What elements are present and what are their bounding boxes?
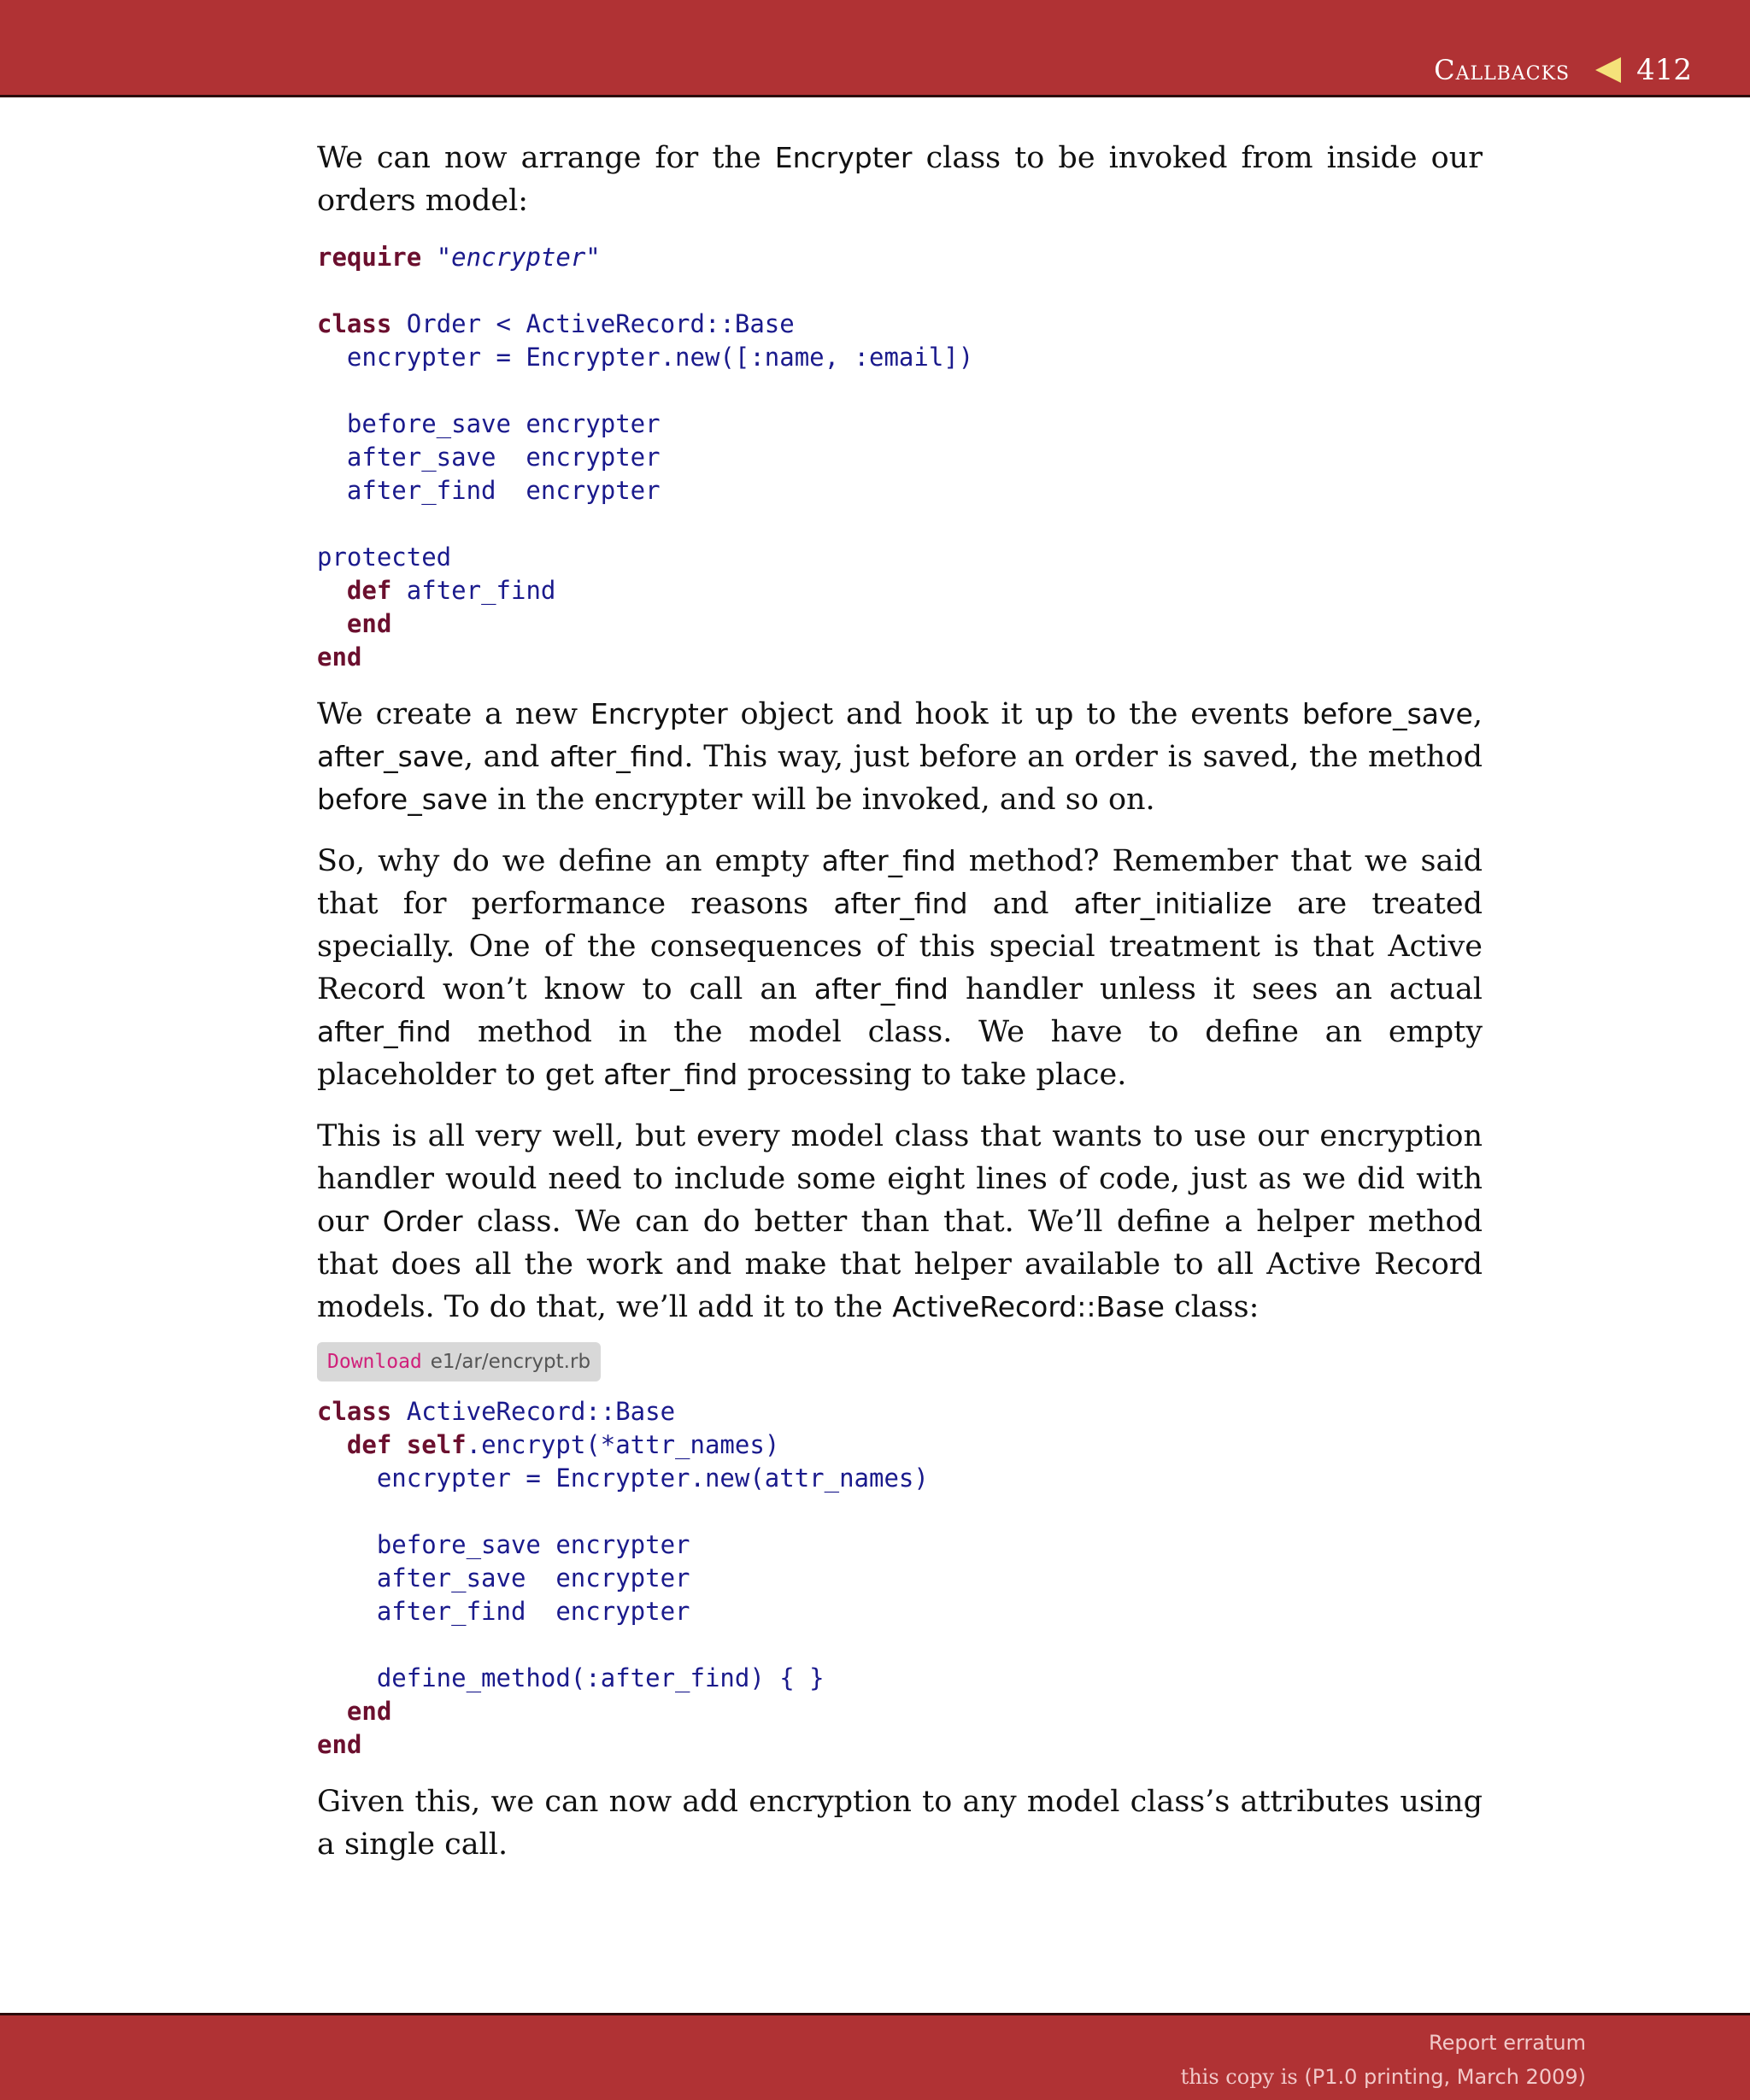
code-keyword: def xyxy=(346,576,392,605)
inline-code: Encrypter xyxy=(590,697,728,730)
download-link[interactable] xyxy=(317,1342,601,1381)
text: handler unless it sees an actual xyxy=(948,972,1483,1006)
paragraph-5 xyxy=(317,1780,1483,1866)
text: . This way, just before an order is saved, the method xyxy=(684,740,1483,774)
inline-code: Encrypter xyxy=(774,141,913,174)
inline-code: after_find xyxy=(833,887,968,920)
inline-code: after_find xyxy=(813,972,948,1006)
code-keyword: end xyxy=(346,1697,392,1726)
copy-info xyxy=(1181,2065,1586,2089)
code-keyword: self xyxy=(406,1430,467,1459)
paragraph-1 xyxy=(317,137,1483,222)
text: , xyxy=(1472,697,1483,731)
code-line: encrypter = Encrypter.new(attr_names) xyxy=(317,1464,929,1493)
left-triangle-icon[interactable] xyxy=(1595,57,1621,83)
header-bar xyxy=(0,0,1750,97)
code-string: "encrypter" xyxy=(436,243,601,272)
text: method? Remember that we said that for performance reasons xyxy=(317,844,1483,921)
code-line: protected xyxy=(317,543,452,572)
inline-code: after_find xyxy=(549,740,684,773)
text: So, why do we define an empty xyxy=(317,844,822,878)
inline-code: after_find xyxy=(603,1058,738,1091)
text: method in the model class. We have to define an empty placeholder to get xyxy=(317,1015,1483,1092)
section-title-link[interactable]: Callbacks xyxy=(1434,54,1571,86)
paragraph-4 xyxy=(317,1115,1483,1329)
inline-code: after_find xyxy=(317,1015,452,1048)
code-text: Order < ActiveRecord::Base xyxy=(391,309,795,338)
text: object and hook it up to the events xyxy=(727,697,1302,731)
code-block-1 xyxy=(317,241,1483,674)
code-block-2 xyxy=(317,1395,1483,1762)
download-path: e1/ar/encrypt.rb xyxy=(430,1351,591,1373)
code-text: .encrypt(*attr_names) xyxy=(466,1430,780,1459)
download-label: Download xyxy=(327,1351,422,1373)
code-line: after_save encrypter xyxy=(317,443,661,472)
text: We create a new xyxy=(317,697,590,731)
code-keyword: end xyxy=(346,609,392,638)
code-keyword: require xyxy=(317,243,422,272)
inline-code: ActiveRecord::Base xyxy=(892,1290,1165,1323)
text: , and xyxy=(463,740,550,774)
text: in the encrypter will be invoked, and so on. xyxy=(487,783,1155,817)
page-content xyxy=(317,137,1483,1866)
code-line: before_save encrypter xyxy=(317,1530,690,1559)
code-line: after_find encrypter xyxy=(317,476,661,505)
paragraph-3 xyxy=(317,840,1483,1096)
code-keyword: class xyxy=(317,1397,392,1426)
text: This is all very well, but every model class that wants to use our encryption handler would need to include some eight lines of code, just as we did with our xyxy=(317,1119,1483,1239)
code-line: before_save encrypter xyxy=(317,409,661,438)
copy-label: this copy is xyxy=(1180,2065,1305,2089)
printing-info: (P1.0 printing, March 2009) xyxy=(1304,2065,1586,2089)
code-keyword: end xyxy=(317,1730,362,1759)
text: and xyxy=(967,887,1074,921)
inline-code: after_save xyxy=(317,740,464,773)
footer-bar xyxy=(0,2013,1750,2100)
inline-code: Order xyxy=(382,1205,463,1238)
inline-code: before_save xyxy=(317,783,488,816)
code-keyword: class xyxy=(317,309,392,338)
text: processing to take place. xyxy=(737,1058,1127,1092)
text: are treated specially. One of the consequences of this special treatment is that Active Record won’t know to call an xyxy=(317,887,1483,1006)
text: class. We can do better than that. We’ll define a helper method that does all the work and make that helper available to all Active Record models. To do that, we’ll add it to the xyxy=(317,1205,1483,1324)
code-text: after_find xyxy=(391,576,556,605)
code-text: ActiveRecord::Base xyxy=(391,1397,676,1426)
inline-code: after_initialize xyxy=(1073,887,1272,920)
code-keyword: end xyxy=(317,642,362,672)
paragraph-2 xyxy=(317,693,1483,821)
code-keyword: def xyxy=(346,1430,392,1459)
text: class to be invoked from inside our orders model: xyxy=(317,141,1483,218)
code-line: define_method(:after_find) { } xyxy=(317,1663,825,1692)
inline-code: after_find xyxy=(821,844,956,877)
text: Given this, we can now add encryption to any model class’s attributes using a single call. xyxy=(317,1785,1483,1862)
code-line: after_find encrypter xyxy=(317,1597,690,1626)
inline-code: before_save xyxy=(1301,697,1473,730)
header-nav xyxy=(1434,53,1692,87)
download-row xyxy=(317,1342,1483,1381)
text: class: xyxy=(1164,1290,1260,1324)
code-line: encrypter = Encrypter.new([:name, :email]) xyxy=(317,343,974,372)
report-erratum-link[interactable]: Report erratum xyxy=(1429,2031,1586,2055)
code-line: after_save encrypter xyxy=(317,1563,690,1593)
text: We can now arrange for the xyxy=(317,141,775,175)
page-number: 412 xyxy=(1636,53,1692,87)
